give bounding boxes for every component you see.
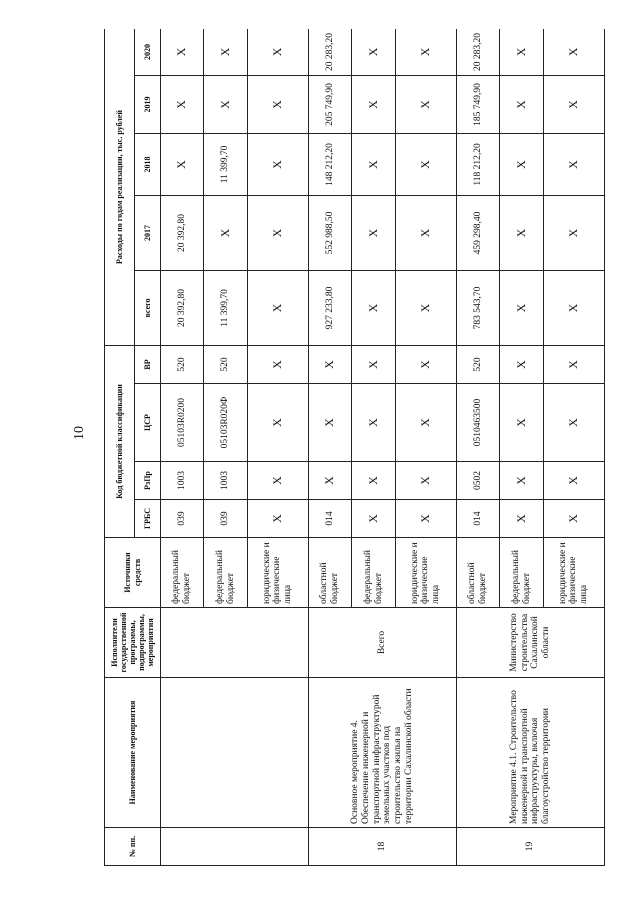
cell-2019: Х bbox=[500, 75, 543, 133]
cell-grbs: 039 bbox=[204, 500, 247, 538]
header-source: Источники средств bbox=[105, 538, 161, 608]
cell-csr: Х bbox=[543, 384, 604, 462]
cell-source: областной бюджет bbox=[456, 538, 499, 608]
cell-rzpr: 0502 bbox=[456, 462, 499, 500]
budget-table bbox=[104, 29, 605, 866]
cell-2018: Х bbox=[543, 133, 604, 195]
cell-2020: Х bbox=[543, 29, 604, 75]
cell-2019: 205 749,90 bbox=[308, 75, 351, 133]
cell-vr: 520 bbox=[204, 345, 247, 383]
cell-source: федеральный бюджет bbox=[500, 538, 543, 608]
cell-grbs: 014 bbox=[308, 500, 351, 538]
cell-csr: 0510463500 bbox=[456, 384, 499, 462]
cell-name: Основное мероприятие 4. Обеспечение инженерной и транспортной инфраструктурой земельных участков под строительство жилья на территории Сахалинской области bbox=[308, 678, 456, 828]
cell-vr: Х bbox=[308, 345, 351, 383]
cell-csr: Х bbox=[308, 384, 351, 462]
cell-2017: 552 988,50 bbox=[308, 195, 351, 270]
cell-grbs: 014 bbox=[456, 500, 499, 538]
cell-2019: Х bbox=[352, 75, 395, 133]
table-row bbox=[161, 29, 204, 866]
header-expenses-group: Расходы по годам реализации, тыс. рублей bbox=[105, 29, 135, 345]
cell-grbs: Х bbox=[395, 500, 456, 538]
header-total: всего bbox=[135, 270, 161, 345]
cell-2020: Х bbox=[204, 29, 247, 75]
cell-2020: 20 283,20 bbox=[456, 29, 499, 75]
cell-2019: 185 749,90 bbox=[456, 75, 499, 133]
cell-source: федеральный бюджет bbox=[161, 538, 204, 608]
budget-table-wrapper bbox=[104, 29, 605, 866]
cell-2017: 20 392,80 bbox=[161, 195, 204, 270]
table-row bbox=[308, 29, 351, 866]
header-2018: 2018 bbox=[135, 133, 161, 195]
header-exec: Исполнители государственной программы, подпрограммы, мероприятия bbox=[105, 608, 161, 678]
cell-grbs: Х bbox=[543, 500, 604, 538]
header-grbs: ГРБС bbox=[135, 500, 161, 538]
cell-rzpr: Х bbox=[500, 462, 543, 500]
cell-source: федеральный бюджет bbox=[204, 538, 247, 608]
cell-2017: Х bbox=[500, 195, 543, 270]
cell-vr: Х bbox=[395, 345, 456, 383]
cell-total: Х bbox=[500, 270, 543, 345]
cell-2019: Х bbox=[161, 75, 204, 133]
cell-total: Х bbox=[352, 270, 395, 345]
cell-vr: Х bbox=[247, 345, 308, 383]
cell-2017: Х bbox=[543, 195, 604, 270]
cell-rzpr: 1003 bbox=[204, 462, 247, 500]
header-vr: ВР bbox=[135, 345, 161, 383]
cell-csr: Х bbox=[247, 384, 308, 462]
cell-2020: Х bbox=[161, 29, 204, 75]
cell-total: 20 392,80 bbox=[161, 270, 204, 345]
cell-exec: Министерство строительства Сахалинской области bbox=[456, 608, 604, 678]
cell-csr: 05103R0200 bbox=[161, 384, 204, 462]
cell-vr: Х bbox=[352, 345, 395, 383]
cell-num: 18 bbox=[308, 828, 456, 866]
cell-total: Х bbox=[543, 270, 604, 345]
cell-2020: Х bbox=[352, 29, 395, 75]
cell-2017: Х bbox=[352, 195, 395, 270]
cell-source: юридические и физические лица bbox=[247, 538, 308, 608]
table-row bbox=[456, 29, 499, 866]
cell-rzpr: Х bbox=[395, 462, 456, 500]
cell-rzpr: 1003 bbox=[161, 462, 204, 500]
cell-name: Мероприятие 4.1. Строительство инженерной и транспортной инфраструктуры, включая благоустройство территории bbox=[456, 678, 604, 828]
cell-grbs: Х bbox=[247, 500, 308, 538]
cell-2018: Х bbox=[352, 133, 395, 195]
cell-rzpr: Х bbox=[352, 462, 395, 500]
cell-exec: Всего bbox=[308, 608, 456, 678]
cell-source: областной бюджет bbox=[308, 538, 351, 608]
cell-name-empty bbox=[161, 678, 309, 828]
cell-csr: Х bbox=[395, 384, 456, 462]
cell-num: 19 bbox=[456, 828, 604, 866]
header-csr: ЦСР bbox=[135, 384, 161, 462]
cell-2018: Х bbox=[395, 133, 456, 195]
cell-total: 11 399,70 bbox=[204, 270, 247, 345]
cell-2020: Х bbox=[500, 29, 543, 75]
header-code-group: Код бюджетной классификации bbox=[105, 345, 135, 537]
cell-total: Х bbox=[395, 270, 456, 345]
header-2020: 2020 bbox=[135, 29, 161, 75]
cell-rzpr: Х bbox=[308, 462, 351, 500]
header-name: Наименование мероприятия bbox=[105, 678, 161, 828]
header-num: № пп. bbox=[105, 828, 161, 866]
cell-2018: Х bbox=[500, 133, 543, 195]
cell-2020: Х bbox=[247, 29, 308, 75]
cell-2017: 459 298,40 bbox=[456, 195, 499, 270]
cell-2018: 11 399,70 bbox=[204, 133, 247, 195]
cell-vr: Х bbox=[543, 345, 604, 383]
cell-total: 927 233,80 bbox=[308, 270, 351, 345]
cell-total: 783 543,70 bbox=[456, 270, 499, 345]
page-number: 10 bbox=[72, 426, 87, 440]
cell-csr: Х bbox=[352, 384, 395, 462]
cell-grbs: Х bbox=[500, 500, 543, 538]
cell-2019: Х bbox=[204, 75, 247, 133]
cell-2017: Х bbox=[395, 195, 456, 270]
cell-source: юридические и физические лица bbox=[395, 538, 456, 608]
cell-2020: 20 283,20 bbox=[308, 29, 351, 75]
cell-2018: 148 212,20 bbox=[308, 133, 351, 195]
header-2019: 2019 bbox=[135, 75, 161, 133]
cell-2019: Х bbox=[247, 75, 308, 133]
cell-csr: Х bbox=[500, 384, 543, 462]
cell-2018: Х bbox=[247, 133, 308, 195]
cell-csr: 05103R020Ф bbox=[204, 384, 247, 462]
cell-vr: 520 bbox=[456, 345, 499, 383]
cell-source: юридические и физические лица bbox=[543, 538, 604, 608]
cell-2019: Х bbox=[543, 75, 604, 133]
cell-2020: Х bbox=[395, 29, 456, 75]
cell-rzpr: Х bbox=[247, 462, 308, 500]
header-rzpr: РзПр bbox=[135, 462, 161, 500]
cell-total: Х bbox=[247, 270, 308, 345]
cell-exec-empty bbox=[161, 608, 309, 678]
cell-2018: 118 212,20 bbox=[456, 133, 499, 195]
cell-grbs: 039 bbox=[161, 500, 204, 538]
cell-2018: Х bbox=[161, 133, 204, 195]
cell-vr: 520 bbox=[161, 345, 204, 383]
cell-grbs: Х bbox=[352, 500, 395, 538]
cell-2017: Х bbox=[204, 195, 247, 270]
cell-source: федеральный бюджет bbox=[352, 538, 395, 608]
cell-2017: Х bbox=[247, 195, 308, 270]
cell-vr: Х bbox=[500, 345, 543, 383]
cell-num-empty bbox=[161, 828, 309, 866]
header-2017: 2017 bbox=[135, 195, 161, 270]
cell-rzpr: Х bbox=[543, 462, 604, 500]
cell-2019: Х bbox=[395, 75, 456, 133]
